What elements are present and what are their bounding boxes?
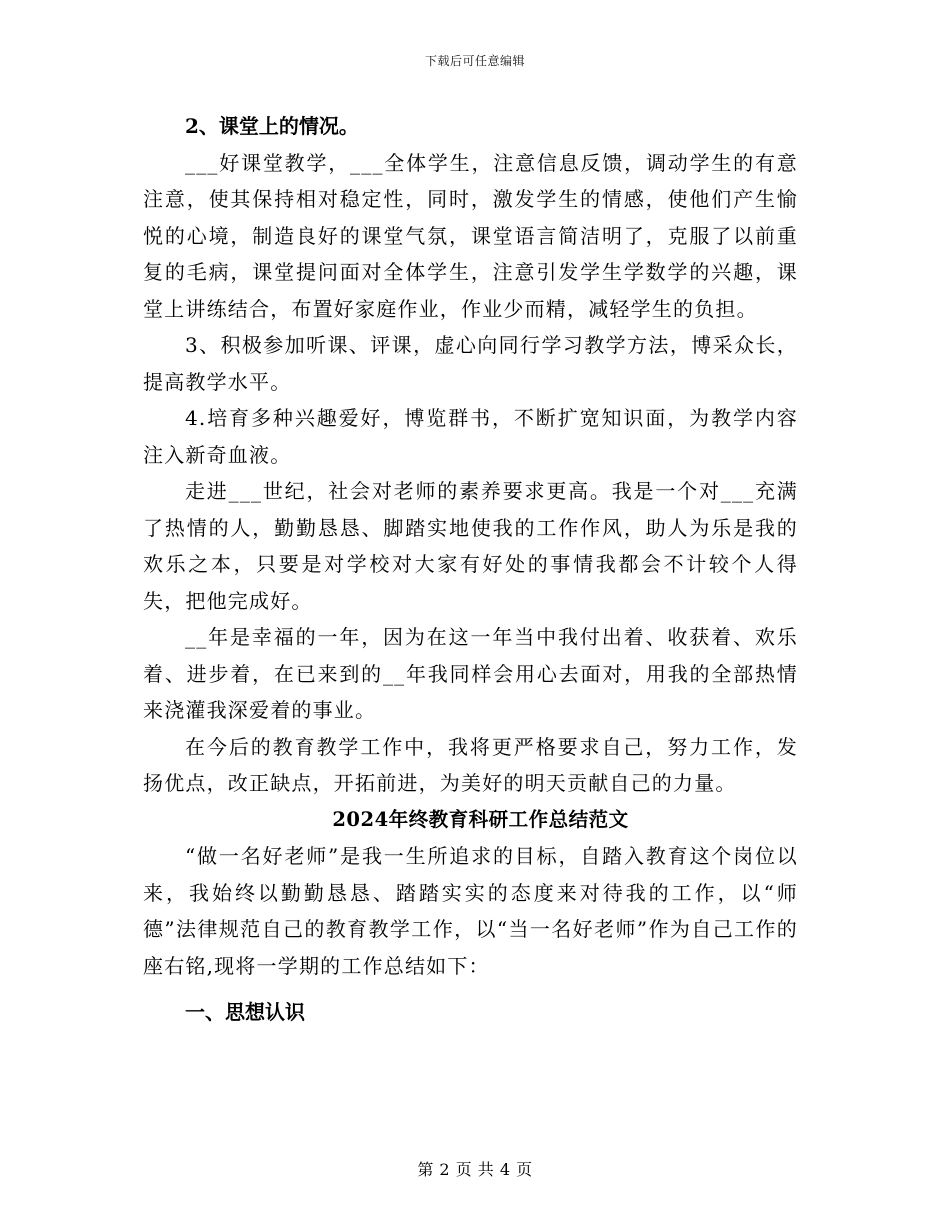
paragraph-future: 在今后的教育教学工作中，我将更严格要求自己，努力工作，发扬优点，改正缺点，开拓前进，为美好的明天贡献自己的力量。 <box>143 734 798 795</box>
paragraph-item-4: 4.培育多种兴趣爱好，博览群书，不断扩宽知识面，为教学内容注入新奇血液。 <box>143 406 798 467</box>
paragraph-classroom: ___好课堂教学，___全体学生，注意信息反馈，调动学生的有意注意，使其保持相对稳定性，同时，激发学生的情感，使他们产生愉悦的心境，制造良好的课堂气氛，课堂语言简洁明了，克服了以前重复的毛病，课堂提问面对全体学生，注意引发学生学数学的兴趣，课堂上讲练结合，布置好家庭作业，作业少而精，减轻学生的负担。 <box>143 150 798 321</box>
page-header: 下载后可任意编辑 <box>424 54 525 68</box>
page-footer: 第 2 页 共 4 页 <box>417 1160 533 1179</box>
paragraph-intro: “做一名好老师”是我一生所追求的目标，自踏入教育这个岗位以来，我始终以勤勤恳恳、踏踏实实的态度来对待我的工作，以“师德”法律规范自己的教育教学工作，以“当一名好老师”作为自己工作的座右铭,现将一学期的工作总结如下： <box>143 844 798 978</box>
document-title: 2024年终教育科研工作总结范文 <box>332 807 629 831</box>
paragraph-item-3: 3、积极参加听课、评课，虚心向同行学习教学方法，博采众长，提高教学水平。 <box>143 333 798 394</box>
paragraph-year: __年是幸福的一年，因为在这一年当中我付出着、收获着、欢乐着、进步着，在已来到的__年我同样会用心去面对，用我的全部热情来浇灌我深爱着的事业。 <box>143 625 798 722</box>
document-body <box>143 108 798 1031</box>
section-heading-thoughts: 一、思想认识 <box>185 1000 305 1024</box>
paragraph-century: 走进___世纪，社会对老师的素养要求更高。我是一个对___充满了热情的人，勤勤恳恳、脚踏实地使我的工作作风，助人为乐是我的欢乐之本，只要是对学校对大家有好处的事情我都会不计较个人得失，把他完成好。 <box>143 479 798 613</box>
section-heading-classroom: 2、课堂上的情况。 <box>185 114 359 138</box>
